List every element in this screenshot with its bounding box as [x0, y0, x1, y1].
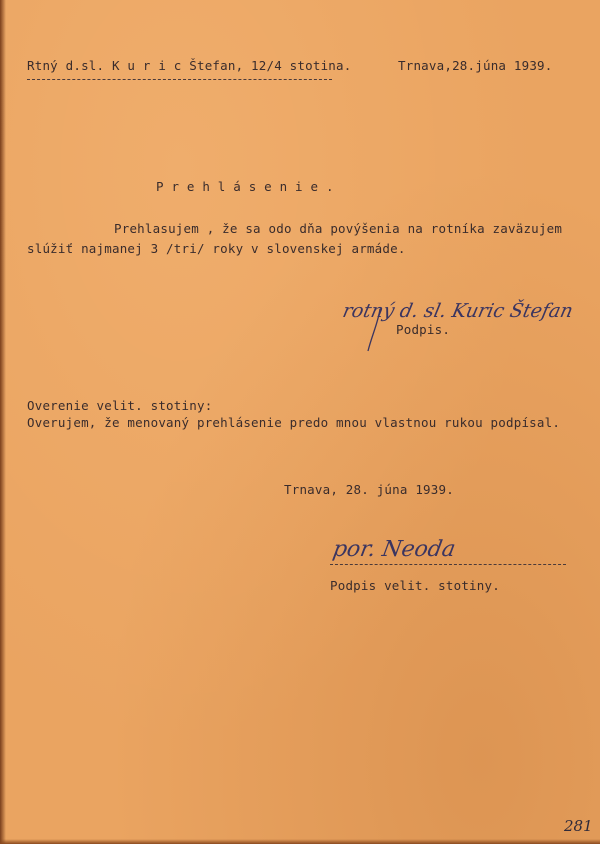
- declarant-signature: rotný d. sl. Kuric Štefan: [340, 300, 576, 322]
- paper-edge-bottom: [0, 839, 600, 844]
- verification-text: Overujem, že menovaný prehlásenie predo mnou vlastnou rukou podpísal.: [27, 415, 561, 430]
- header-underline: [27, 79, 332, 80]
- signature-flourish: [360, 305, 400, 355]
- signature-line: [330, 564, 566, 565]
- body-line-2: slúžiť najmanej 3 /tri/ roky v slovenskej armáde.: [27, 241, 406, 256]
- commander-signature: por. Neoda: [330, 537, 458, 562]
- folio-number: 281: [564, 817, 593, 835]
- document-title: P r e h l á s e n i e .: [156, 179, 334, 194]
- paper-edge-left: [0, 0, 6, 844]
- body-line-1: Prehlasujem , že sa odo dňa povýšenia na rotníka zaväzujem: [114, 221, 563, 236]
- verification-date: Trnava, 28. júna 1939.: [284, 482, 454, 497]
- verification-heading: Overenie velit. stotiny:: [27, 398, 213, 413]
- commander-signature-label: Podpis velit. stotiny.: [330, 578, 500, 593]
- place-date: Trnava,28.júna 1939.: [398, 58, 553, 73]
- sender-line: Rtný d.sl. K u r i c Štefan, 12/4 stotina.: [27, 58, 352, 73]
- declarant-signature-label: Podpis.: [396, 322, 451, 337]
